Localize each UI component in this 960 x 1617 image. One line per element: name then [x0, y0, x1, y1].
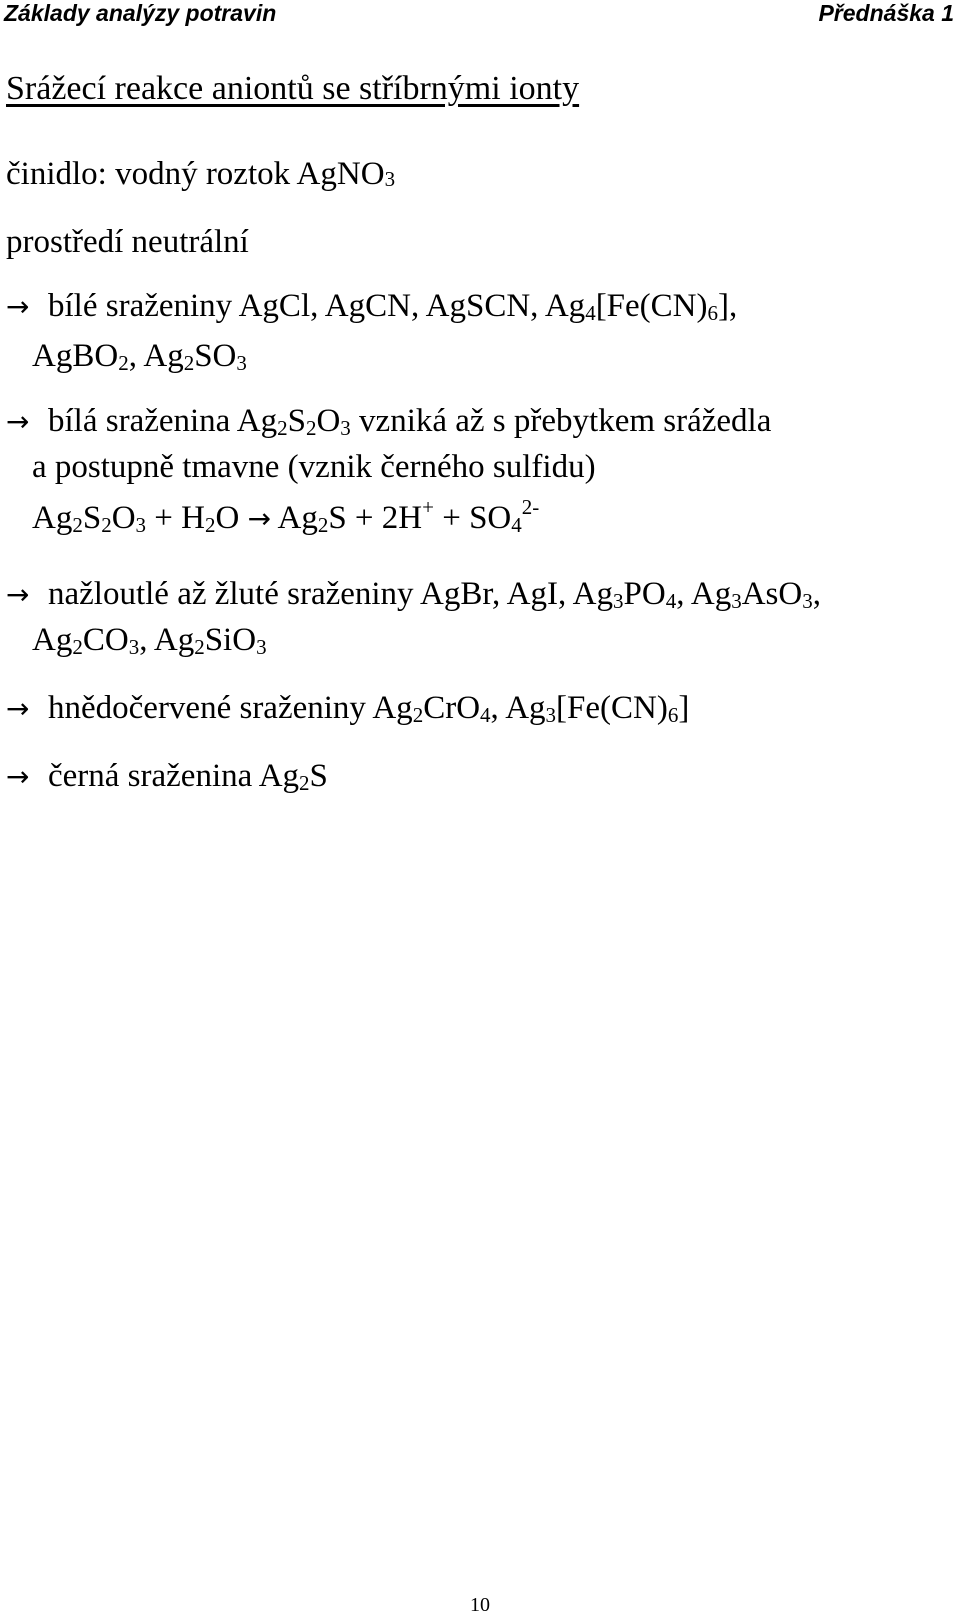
- course-title: Základy analýzy potravin: [4, 0, 277, 26]
- right-arrow-icon: →: [6, 578, 30, 611]
- white-precipitates-line-2: AgBO2, Ag2SO3: [32, 338, 247, 375]
- lecture-label: Přednáška 1: [818, 0, 954, 26]
- right-arrow-icon: →: [6, 760, 30, 793]
- page-number: 10: [470, 1594, 490, 1616]
- yellow-precipitates-line: → nažloutlé až žluté sraženiny AgBr, AgI, Ag3PO4, Ag3AsO3,: [6, 576, 821, 613]
- yellow-precipitates-line-2: Ag2CO3, Ag2SiO3: [32, 622, 267, 659]
- thiosulfate-equation: $Ag2S2O3 + H2O \to Ag2S + 2H^+ + SO4^{2-}$: [32, 495, 540, 537]
- reagent-line: činidlo: vodný roztok AgNO3: [6, 156, 396, 192]
- black-precipitate-line: → černá sraženina Ag2S: [6, 758, 328, 795]
- page-header: [0, 0, 960, 30]
- medium-line: prostředí neutrální: [6, 224, 249, 260]
- thiosulfate-line: → bílá sraženina Ag2S2O3 vzniká až s přebytkem srážedla: [6, 403, 772, 440]
- right-arrow-icon: →: [247, 502, 272, 535]
- right-arrow-icon: →: [6, 405, 30, 438]
- section-title: Srážecí reakce aniontů se stříbrnými ionty: [6, 70, 580, 107]
- right-arrow-icon: →: [6, 692, 30, 725]
- right-arrow-icon: →: [6, 290, 30, 323]
- white-precipitates-line: → bílé sraženiny AgCl, AgCN, AgSCN, Ag4[Fe(CN)6],: [6, 288, 738, 325]
- brown-precipitates-line: → hnědočervené sraženiny Ag2CrO4, Ag3[Fe(CN)6]: [6, 690, 690, 727]
- thiosulfate-line-2: a postupně tmavne (vznik černého sulfidu): [32, 449, 596, 485]
